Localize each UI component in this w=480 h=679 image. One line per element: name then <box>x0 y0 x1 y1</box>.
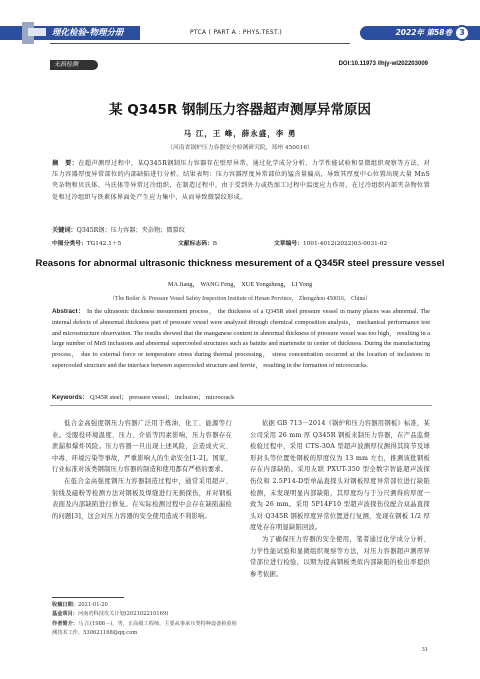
section-divider <box>50 405 432 406</box>
doi: DOI:10.11973 /lhjy-wl202203009 <box>338 61 428 67</box>
art-label: 文章编号： <box>274 241 303 247</box>
body-column-right <box>250 418 430 580</box>
fund-value: 河南省科技攻关计划(202102210169) <box>77 611 169 618</box>
keywords-english <box>52 392 430 401</box>
title-english: Reasons for abnormal ultrasonic thickness mesurement of a Q345R steel pressure vessel <box>35 258 445 269</box>
body-paragraph: 低合金高强度钢压力容器广泛用于炼油、化工、能源等行业。受服役环境温度、压力、介质等因素影响，压力容器存在泄漏和爆炸风险。压力容器一旦出现上述风险，会造成火灾、中毒、环境污染等事故，严重影响人的生命安全[1-2]。国家、行业标准对该类钢制压力容器的制造和使用都有严格的要求。 <box>52 420 232 474</box>
doc-value: B <box>212 241 218 247</box>
keywords-english-label: Keywords： <box>52 394 89 401</box>
clc-number <box>52 238 121 247</box>
doc-label: 文献标志码： <box>178 241 213 247</box>
body-paragraph: 为了确保压力容器的安全使用，笔者通过化学成分分析、力学性能试验和显微组织观察等方法，对压力容器超声测厚异常部位进行检验，以期为提高钢板类似内部缺陷的检出率提供参考依据。 <box>250 535 430 578</box>
abstract-chinese-label: 摘 要： <box>52 160 79 167</box>
footnote-received <box>52 601 237 610</box>
author-bio: 马 江(1986－)，男，正高级工程师，主要从事承压类特种设备检验检测技术工作，530621168@qq.com <box>52 620 237 637</box>
page-number: 31 <box>421 646 428 653</box>
section-tag: 无损检测 <box>50 60 98 70</box>
authors-english: MA Jiang， WANG Feng， XUE Yongsheng， LI Yong <box>167 281 313 288</box>
affiliation-chinese: （河南省锅炉压力容器安全检测研究院，郑州 450016） <box>167 145 313 151</box>
authors-chinese: 马 江，王 峰，薛永盛，李 勇 <box>183 129 297 138</box>
clc-label: 中图分类号： <box>52 241 87 247</box>
document-code <box>178 238 217 247</box>
keywords-chinese <box>52 225 430 234</box>
journal-header <box>0 22 480 50</box>
received-date: 2021-01-20 <box>77 602 108 608</box>
footnote-rule <box>52 597 124 598</box>
subheader <box>0 60 480 72</box>
keywords-english-text: Q345R steel； pressure vessel； inclusion； microcrack <box>89 394 235 401</box>
fund-label: 基金项目： <box>52 611 78 618</box>
article-number <box>274 238 387 247</box>
journal-name: PTCA ( PART A : PHYS.TEST.) <box>190 29 283 36</box>
title-chinese: 某 Q345R 钢制压力容器超声测厚异常原因 <box>109 102 371 118</box>
body-column-left <box>52 418 232 522</box>
author-label: 作者简介： <box>52 620 78 627</box>
issue-number: 3 <box>454 25 470 41</box>
art-value: 1001-4012(2022)03-0031-02 <box>303 241 388 247</box>
body-paragraph: 依据 GB 713－2014《锅炉和压力容器用钢板》标准，某公司采用 26 mm 厚 Q345R 钢板来制压力容器，在产品监督检验过程中，采用 CTS-30A 型超声波测厚仪测得其筒节及球形封头等位置处钢板的厚度仅为 13 mm 左右，推测该批钢板存在内部缺陷。采用友联 PXUT-350 型全数字智能超声波探伤仪和 2.5P14-D型单晶直探头对钢板厚度异常部位进行缺陷检测，未发现明显内部缺陷，其厚度均与于分尺测得的厚度一致为 26 mm。采用 5P14F10 型超声波探伤仪配合双晶直探头对 Q345R 钢板厚度异常位置进行复测，发现在钢板 1/2 厚度处存在明显缺陷回波。 <box>250 420 430 532</box>
abstract-chinese <box>52 158 430 203</box>
abstract-english <box>52 307 430 372</box>
footnote-fund <box>52 610 237 619</box>
body-paragraph: 在低合金高强度钢压力容器制造过程中，通常采用超声、射线及磁粉等检测方法对钢板及焊缝进行无损探伤，并对钢板表面及内部缺陷进行修复。在实际检测过程中会存在缺陷漏检的问题[3]，这会对压力容器的安全使用造成不利影响。 <box>52 477 232 520</box>
journal-logo-text: 理化检验-物理分册 <box>52 28 124 38</box>
footnote-author <box>52 620 237 639</box>
footnote <box>52 601 237 639</box>
header-rule <box>50 43 350 44</box>
received-label: 收稿日期： <box>52 602 78 608</box>
abstract-english-label: Abstract： <box>52 308 85 315</box>
keywords-chinese-label: 关键词： <box>52 227 77 234</box>
abstract-english-text: In the ultrasonic thickness mesurement process， the thickness of a Q345R steel pressure vessel in many places was abnormal. The internal defects of abnormal thickness part of pressure vessel were analyzed through chemical composition analysis， mechanical performance test and microstructure observation. The results showed that the manganese content in abnormal thickness of pressure vessel was too high， resulting in a large number of MnS inclusions and abnormal supercooled structures such as bainite and martensite in center of thickness. During the manufacturing process， due to external force or temperature stress during thermal processing， stress concentration occurred at the location of inclusions in supercooled structure and the interface between supercooled structure and ferrite， resulting in the formation of microcracks. <box>52 308 430 369</box>
abstract-chinese-text: 在超声测厚过程中，某Q345R钢制压力容器存在壁厚异常，通过化学成分分析、力学性能试验和显微组织观察等方法，对压力容器厚度异常部位的内部缺陷进行分析。结果表明：压力容器厚度异常部位的锰含量偏高，导致其厚度中心位置出现大量 MnS 夹杂物和贝氏体、马氏体等异常过冷组织，在制造过程中，由于受到外力或热加工过程中温度应力作用，在过冷组织内部夹杂物位置处和过冷组织与铁素体界面处产生应力集中，从而导致微裂纹形成。 <box>52 160 430 201</box>
year-volume: 2022年 第58卷 <box>395 28 452 37</box>
clc-value: TG142.1＋5 <box>86 241 122 247</box>
affiliation-english: （The Boiler ＆ Pressure Vessel Safety Inspection Institute of Henan Province， Zhengzhou 450016， China） <box>109 296 371 302</box>
journal-logo-icon <box>20 22 48 44</box>
keywords-chinese-text: Q345R钢；压力容器；夹杂物；微裂纹 <box>76 227 185 234</box>
